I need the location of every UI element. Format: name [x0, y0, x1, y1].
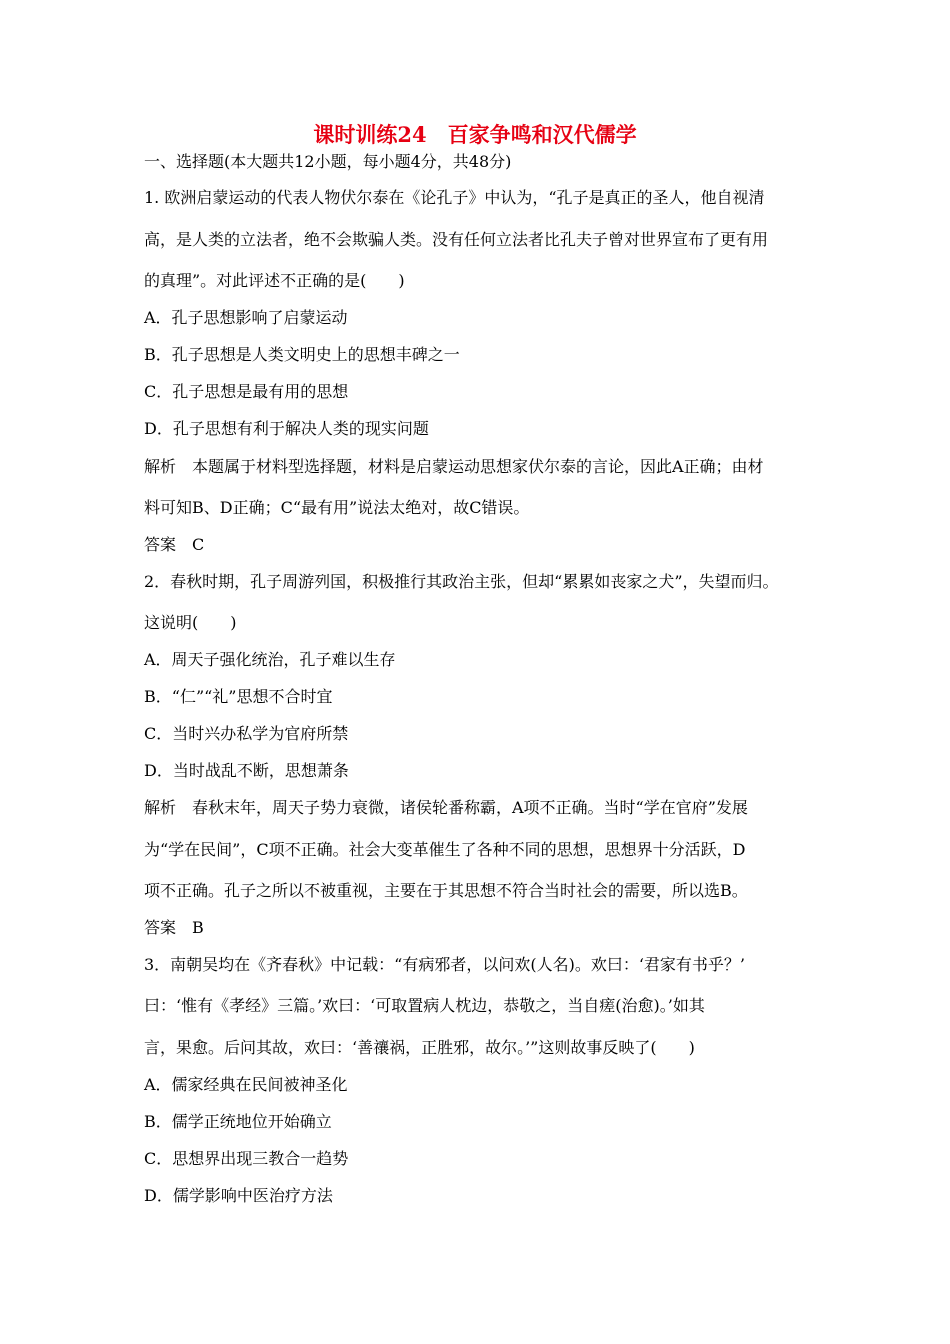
question-2-analysis-line-3: 项不正确。孔子之所以不被重视，主要在于其思想不符合当时社会的需要，所以选B。 — [144, 881, 748, 900]
section-heading: 一、选择题(本大题共12小题，每小题4分，共48分) — [144, 152, 512, 171]
question-2-option-d: D．当时战乱不断，思想萧条 — [144, 761, 349, 780]
question-1-option-d: D．孔子思想有利于解决人类的现实问题 — [144, 419, 429, 438]
question-3-stem-line-2: 曰：‘惟有《孝经》三篇。’欢曰：‘可取置病人枕边，恭敬之，当自瘥(治愈)。’如其 — [144, 996, 705, 1015]
question-3-option-d: D．儒学影响中医治疗方法 — [144, 1186, 333, 1205]
question-1-option-c: C．孔子思想是最有用的思想 — [144, 382, 349, 401]
question-2-stem-line-2: 这说明( ) — [144, 613, 237, 632]
question-3-stem-line-3: 言，果愈。后问其故，欢曰：‘善禳祸，正胜邪，故尔。’”这则故事反映了( ) — [144, 1038, 695, 1057]
question-2-option-b: B．“仁”“礼”思想不合时宜 — [144, 687, 333, 706]
question-1-analysis-line-1: 解析 本题属于材料型选择题，材料是启蒙运动思想家伏尔泰的言论，因此A正确；由材 — [144, 457, 764, 476]
question-2-analysis-line-1: 解析 春秋末年，周天子势力衰微，诸侯轮番称霸，A项不正确。当时“学在官府”发展 — [144, 798, 748, 817]
question-3-option-a: A．儒家经典在民间被神圣化 — [144, 1075, 348, 1094]
question-1-option-a: A．孔子思想影响了启蒙运动 — [144, 308, 348, 327]
question-3-option-b: B．儒学正统地位开始确立 — [144, 1112, 332, 1131]
question-1-stem-line-3: 的真理”。对此评述不正确的是( ) — [144, 271, 405, 290]
question-1-stem-line-2: 高，是人类的立法者，绝不会欺骗人类。没有任何立法者比孔夫子曾对世界宣布了更有用 — [144, 230, 769, 249]
document-title: 课时训练24 百家争鸣和汉代儒学 — [313, 122, 637, 147]
question-2-option-c: C．当时兴办私学为官府所禁 — [144, 724, 349, 743]
question-3-stem-line-1: 3．南朝吴均在《齐春秋》中记载：“有病邪者，以问欢(人名)。欢曰：‘君家有书乎？’ — [144, 955, 746, 974]
question-2-stem-line-1: 2．春秋时期，孔子周游列国，积极推行其政治主张，但却“累累如丧家之犬”，失望而归。 — [144, 572, 779, 591]
question-1-analysis-line-2: 料可知B、D正确；C“最有用”说法太绝对，故C错误。 — [144, 498, 530, 517]
question-3-option-c: C．思想界出现三教合一趋势 — [144, 1149, 349, 1168]
question-2-answer: 答案 B — [144, 918, 204, 937]
question-2-option-a: A．周天子强化统治，孔子难以生存 — [144, 650, 396, 669]
question-1-answer: 答案 C — [144, 535, 205, 554]
question-2-analysis-line-2: 为“学在民间”，C项不正确。社会大变革催生了各种不同的思想，思想界十分活跃，D — [144, 840, 746, 859]
question-1-stem-line-1: 1. 欧洲启蒙运动的代表人物伏尔泰在《论孔子》中认为，“孔子是真正的圣人，他自视清 — [144, 188, 765, 207]
question-1-option-b: B．孔子思想是人类文明史上的思想丰碑之一 — [144, 345, 460, 364]
